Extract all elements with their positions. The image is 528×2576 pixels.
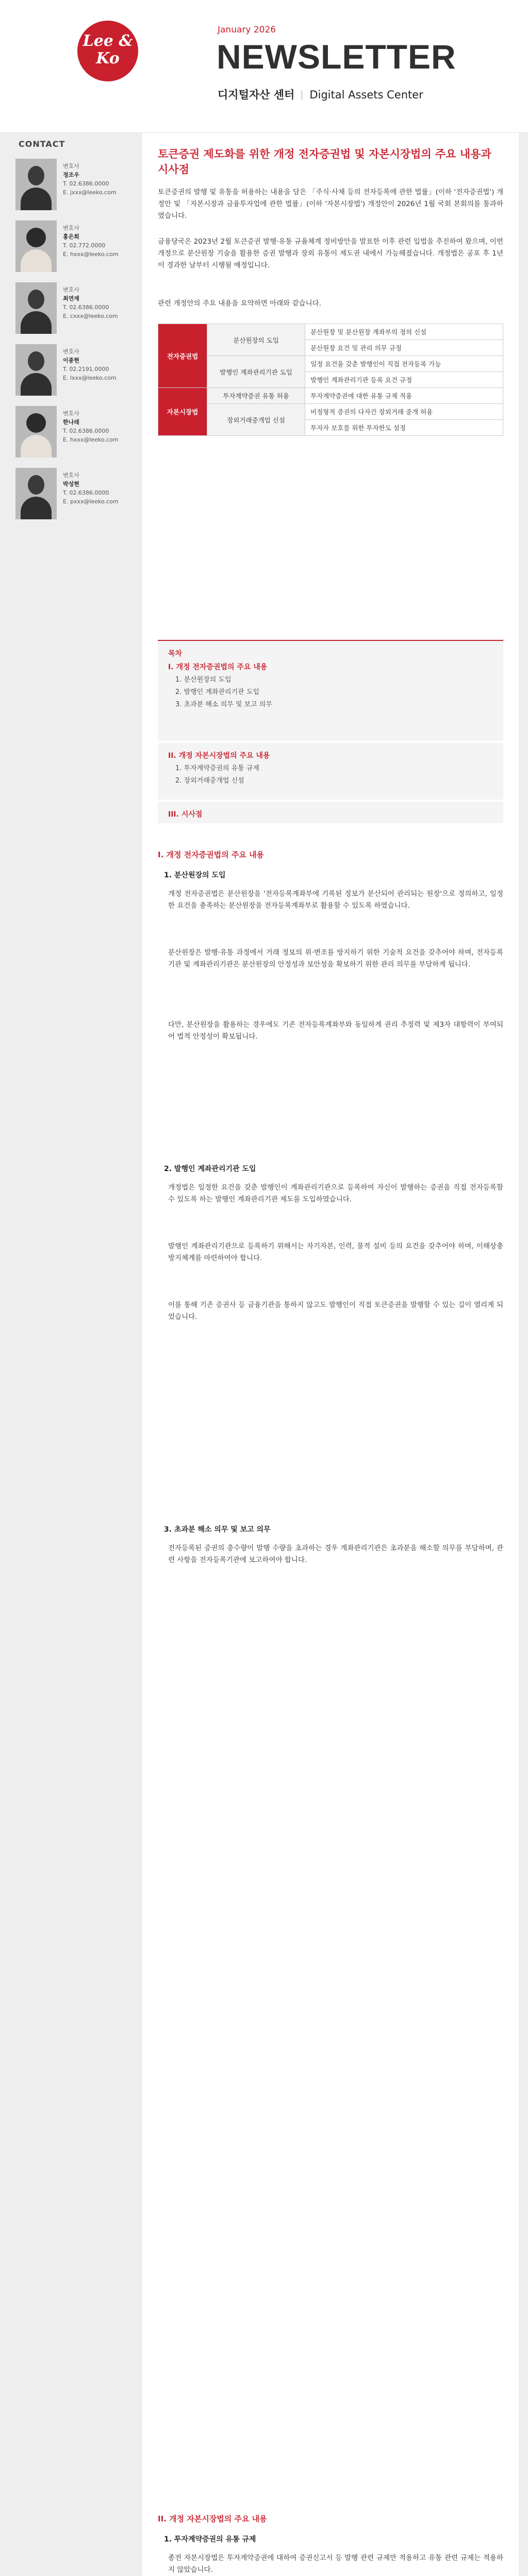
table-description: 일정 요건을 갖춘 발행인이 직접 전자등록 가능 [305, 356, 503, 372]
person-role: 변호사 [63, 472, 79, 479]
body-paragraph: 종전 자본시장법은 투자계약증권에 대하여 증권신고서 등 발행 관련 규제만 적용하고 유통 관련 규제는 적용하지 않았습니다. [168, 2554, 503, 2574]
toc-item[interactable]: 1. 분산원장의 도입 [175, 676, 232, 684]
person-name: 한나래 [63, 419, 79, 426]
logo-line1: Lee & [82, 32, 133, 50]
subsection-heading: 1. 분산원장의 도입 [164, 871, 226, 879]
table-subject: 분산원장의 도입 [207, 324, 305, 356]
body-paragraph: 이를 통해 기존 증권사 등 금융기관을 통하지 않고도 발행인이 직접 토큰증권을 발행할 수 있는 길이 열리게 되었습니다. [168, 1301, 503, 1321]
contact-person [15, 221, 139, 272]
table-subject: 장외거래중개업 신설 [207, 404, 305, 436]
section-heading: I. 개정 전자증권법의 주요 내용 [158, 850, 265, 859]
body-paragraph: 개정 전자증권법은 분산원장을 '전자등록계좌부에 기록된 정보가 분산되어 관리되는 원장'으로 정의하고, 일정한 요건을 충족하는 분산원장을 전자등록계좌부로 활용할 수 있도록 하였습니다. [168, 890, 503, 910]
contact-person [15, 282, 139, 334]
table-description: 비정형적 증권의 다자간 장외거래 중개 허용 [305, 404, 503, 420]
summary-table [158, 324, 503, 436]
person-email[interactable]: E. jxxx@leeko.com [63, 189, 117, 196]
person-name: 홍은희 [63, 233, 79, 240]
department-name-en: Digital Assets Center [309, 89, 423, 101]
person-phone: T. 02.6386.0000 [63, 304, 109, 311]
body-paragraph: 전자등록된 증권의 총수량이 발행 수량을 초과하는 경우 계좌관리기관은 초과분을 해소할 의무를 부담하며, 관련 사항을 전자등록기관에 보고하여야 합니다. [168, 1544, 503, 1564]
newsletter-title: NEWSLETTER [217, 38, 456, 76]
avatar [15, 344, 57, 396]
toc-title: 목차 [168, 650, 183, 658]
body-paragraph: 다만, 분산원장을 활용하는 경우에도 기존 전자등록계좌부와 동일하게 권리 추정력 및 제3자 대항력이 부여되어 법적 안정성이 확보됩니다. [168, 1021, 503, 1041]
toc-item[interactable]: III. 시사점 [168, 810, 203, 819]
person-role: 변호사 [63, 410, 79, 417]
contact-heading: CONTACT [19, 139, 65, 149]
person-email[interactable]: E. hxxx@leeko.com [63, 251, 119, 258]
table-of-contents-cont [158, 743, 503, 800]
person-email[interactable]: E. hxxx@leeko.com [63, 436, 119, 443]
person-phone: T. 02.6386.0000 [63, 428, 109, 434]
intro-paragraph: 토큰증권의 발행 및 유통을 허용하는 내용을 담은 「주식·사채 등의 전자등록에 관한 법률」(이하 '전자증권법') 개정안 및 「자본시장과 금융투자업에 관한 법률」(이하 '자본시장법') 개정안이 2026년 1월 국회 본회의를 통과하였습니다. [158, 188, 503, 220]
person-role: 변호사 [63, 163, 79, 170]
leeko-logo[interactable] [77, 21, 138, 81]
person-email[interactable]: E. lxxx@leeko.com [63, 375, 117, 381]
toc-item[interactable]: 3. 초과분 해소 의무 및 보고 의무 [175, 701, 272, 708]
person-name: 이종현 [63, 357, 79, 364]
toc-item[interactable]: I. 개정 전자증권법의 주요 내용 [168, 663, 268, 671]
article-body [142, 133, 519, 2576]
table-category: 자본시장법 [158, 388, 207, 436]
body-paragraph: 발행인 계좌관리기관으로 등록하기 위해서는 자기자본, 인력, 물적 설비 등의 요건을 갖추어야 하며, 이해상충 방지체계를 마련하여야 합니다. [168, 1242, 503, 1262]
intro-paragraph: 관련 개정안의 주요 내용을 요약하면 아래와 같습니다. [158, 299, 321, 308]
toc-item[interactable]: II. 개정 자본시장법의 주요 내용 [168, 752, 270, 760]
toc-item[interactable]: 2. 장외거래중개업 신설 [175, 777, 244, 785]
article-title: 토큰증권 제도화를 위한 개정 전자증권법 및 자본시장법의 주요 내용과 시사점 [158, 148, 491, 176]
contact-person [15, 159, 139, 210]
table-row [158, 324, 503, 340]
avatar [15, 282, 57, 334]
contact-person [15, 468, 139, 519]
department-line [218, 87, 423, 102]
table-category: 전자증권법 [158, 324, 207, 388]
person-email[interactable]: E. pxxx@leeko.com [63, 498, 119, 505]
table-of-contents-end [158, 802, 503, 823]
table-description: 분산원장 및 분산원장 계좌부의 정의 신설 [305, 324, 503, 340]
table-description: 분산원장 요건 및 관리 의무 규정 [305, 340, 503, 356]
toc-item[interactable]: 2. 발행인 계좌관리기관 도입 [175, 688, 259, 696]
logo-line2: Ko [96, 49, 120, 67]
table-of-contents [158, 640, 503, 741]
person-phone: T. 02.6386.0000 [63, 180, 109, 187]
person-phone: T. 02.2191.0000 [63, 366, 109, 372]
department-name: 디지털자산 센터 [218, 89, 295, 101]
table-description: 투자계약증권에 대한 유통 규제 적용 [305, 388, 503, 404]
avatar [15, 159, 57, 210]
table-description: 발행인 계좌관리기관 등록 요건 규정 [305, 372, 503, 388]
person-role: 변호사 [63, 225, 79, 231]
table-row [158, 388, 503, 404]
avatar [15, 406, 57, 457]
person-phone: T. 02.772.0000 [63, 242, 106, 249]
table-subject: 발행인 계좌관리기관 도입 [207, 356, 305, 388]
table-description: 투자자 보호를 위한 투자한도 설정 [305, 420, 503, 436]
subsection-heading: 2. 발행인 계좌관리기관 도입 [164, 1165, 256, 1173]
person-name: 최연재 [63, 295, 79, 302]
person-phone: T. 02.6386.0000 [63, 489, 109, 496]
body-paragraph: 분산원장은 발행·유통 과정에서 거래 정보의 위·변조를 방지하기 위한 기술적 요건을 갖추어야 하며, 전자등록기관 및 계좌관리기관은 분산원장의 안정성과 보안성을 확보하기 위한 관리 의무를 부담하게 됩니다. [168, 948, 503, 969]
intro-paragraph: 금융당국은 2023년 2월 토큰증권 발행·유통 규율체계 정비방안을 발표한 이후 관련 입법을 추진하여 왔으며, 이번 개정으로 분산원장 기술을 활용한 증권 발행과 장외 유통이 제도권 내에서 가능해졌습니다. 개정법은 공포 후 1년이 경과한 날부터 시행될 예정입니다. [158, 238, 503, 269]
person-role: 변호사 [63, 286, 79, 293]
table-subject: 투자계약증권 유통 허용 [207, 388, 305, 404]
section-heading: II. 개정 자본시장법의 주요 내용 [158, 2514, 267, 2523]
person-name: 박성현 [63, 481, 79, 487]
body-paragraph: 개정법은 일정한 요건을 갖춘 발행인이 계좌관리기관으로 등록하여 자신이 발행하는 증권을 직접 전자등록할 수 있도록 하는 발행인 계좌관리기관 제도를 도입하였습니다. [168, 1183, 503, 1204]
avatar [15, 468, 57, 519]
table-row [158, 356, 503, 372]
issue-date: January 2026 [218, 25, 276, 35]
person-role: 변호사 [63, 348, 79, 355]
newsletter-header [0, 0, 528, 133]
subsection-heading: 1. 투자계약증권의 유통 규제 [164, 2535, 256, 2544]
person-email[interactable]: E. cxxx@leeko.com [63, 313, 118, 319]
subsection-heading: 3. 초과분 해소 의무 및 보고 의무 [164, 1526, 271, 1534]
table-row [158, 404, 503, 420]
person-name: 정조우 [63, 172, 79, 178]
toc-item[interactable]: 1. 투자계약증권의 유통 규제 [175, 765, 259, 772]
avatar [15, 221, 57, 272]
contact-person [15, 344, 139, 396]
contact-person [15, 406, 139, 457]
